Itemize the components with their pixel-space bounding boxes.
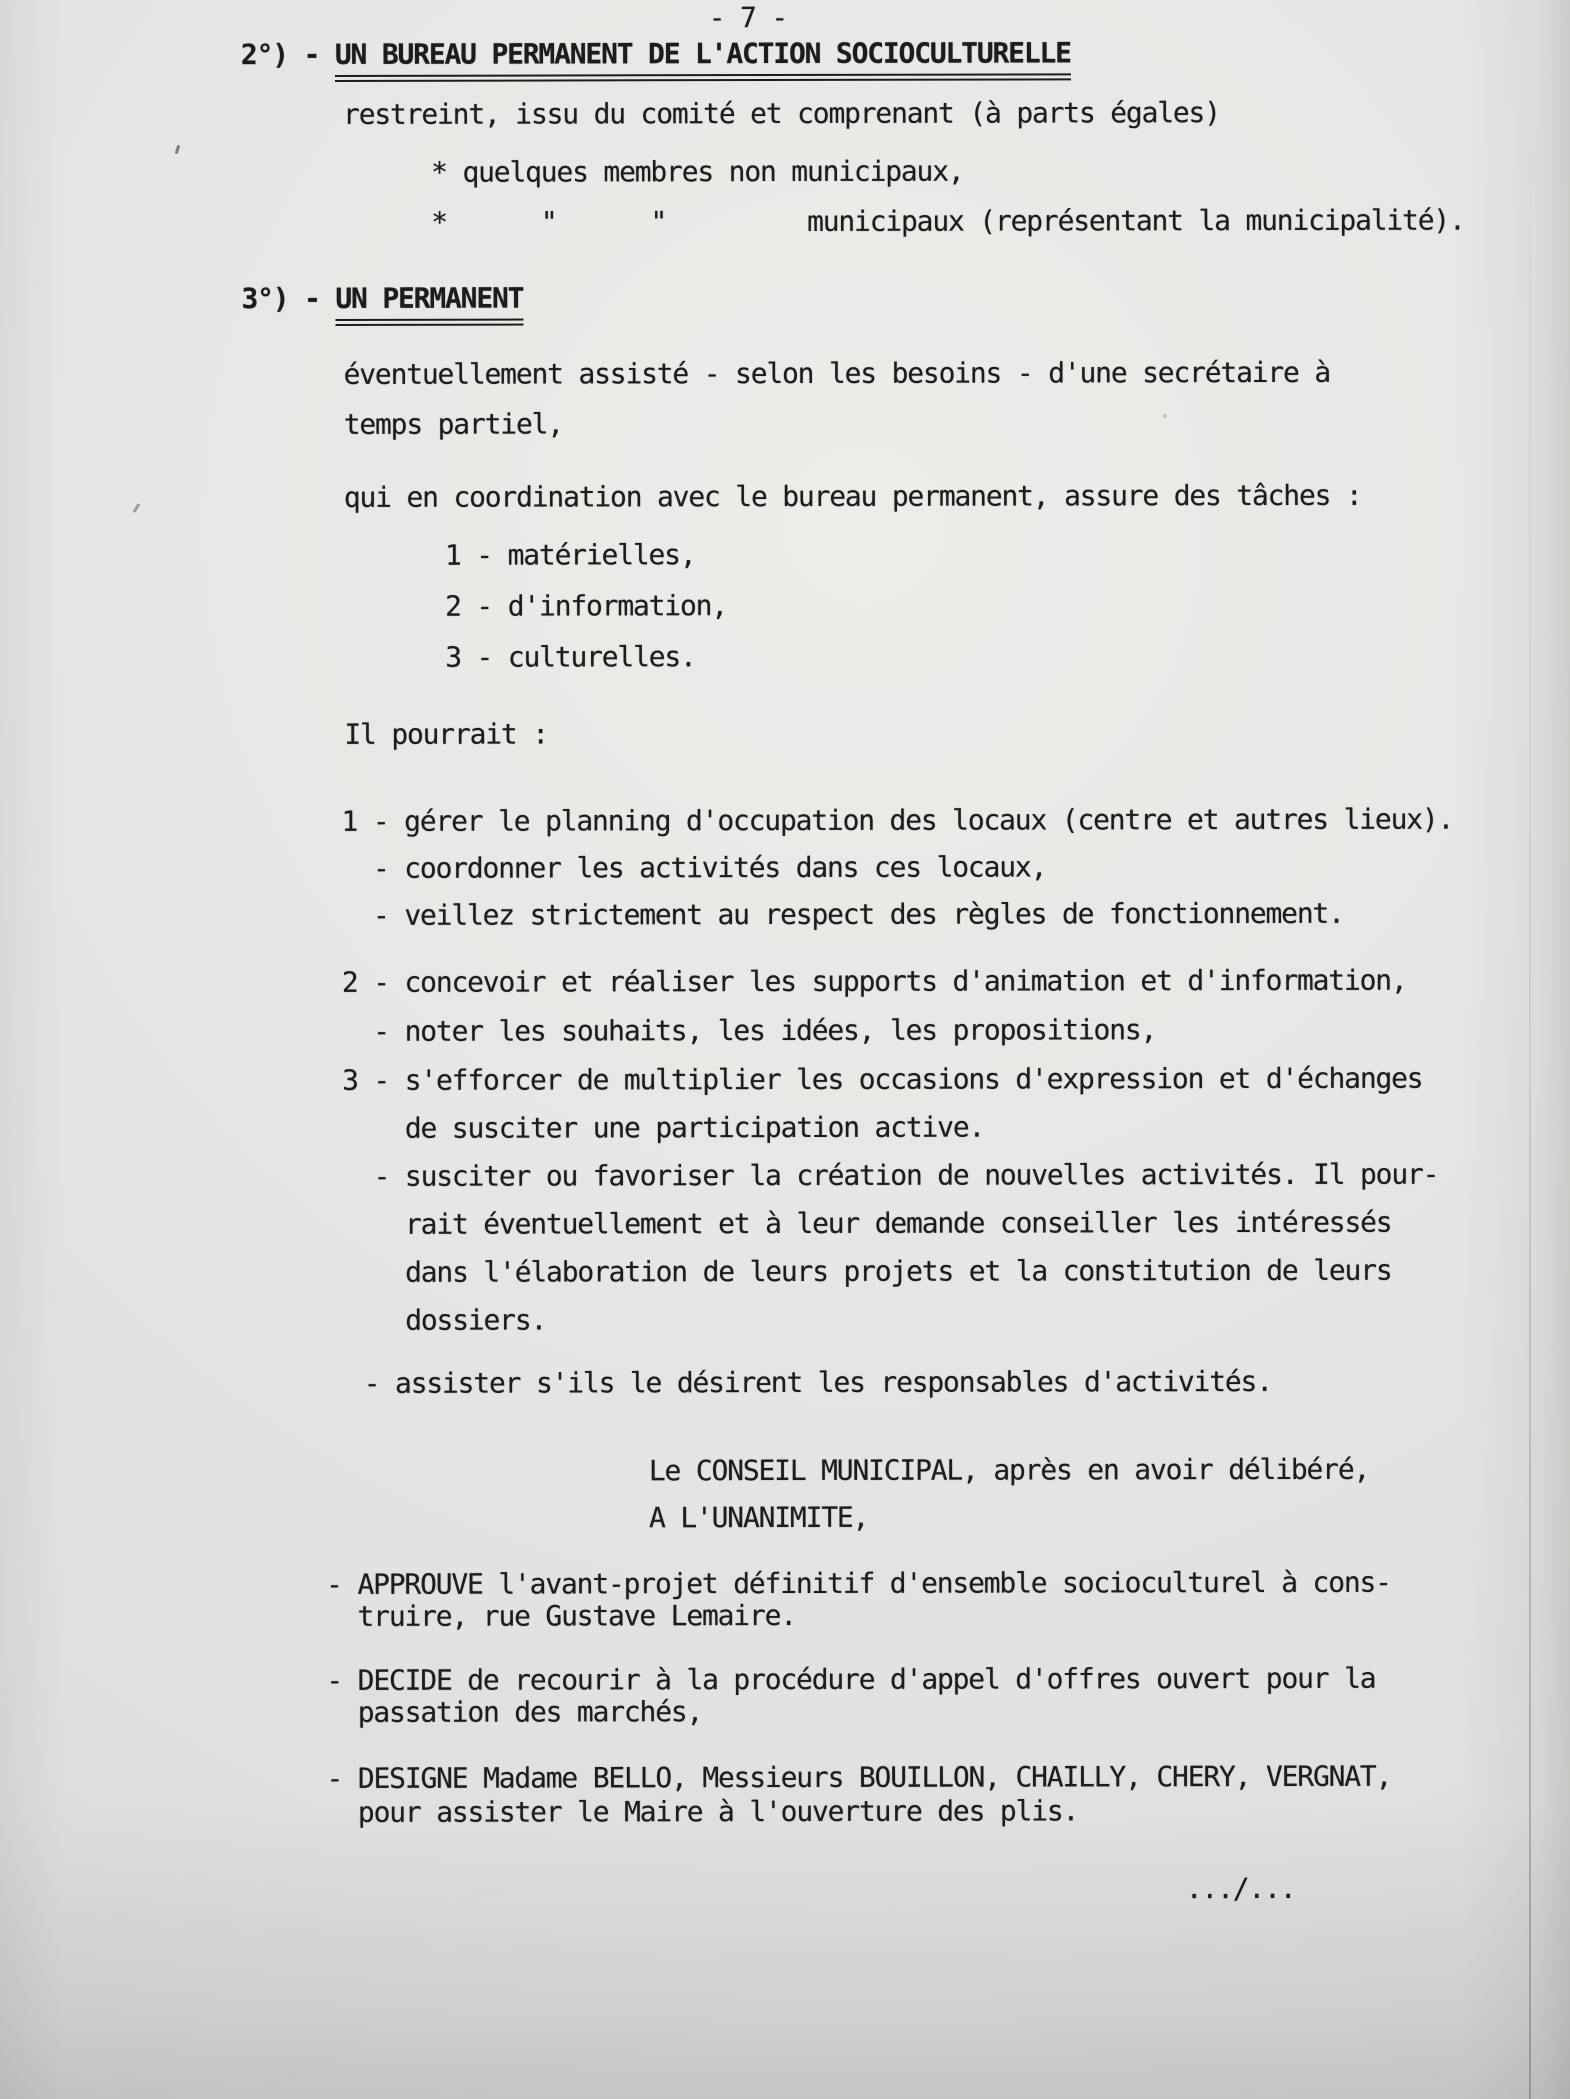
section-2-intro: restreint, issu du comité et comprenant (à parts égales) [343, 96, 1220, 131]
section-2-title: UN BUREAU PERMANENT DE L'ACTION SOCIOCULTURELLE [335, 37, 1071, 82]
resolution-approuve: - APPROUVE l'avant-projet définitif d'ensemble socioculturel à cons- truire, rue Gustave Lemaire. [326, 1565, 1391, 1633]
section-3-assistant-paragraph: éventuellement assisté - selon les besoins - d'une secrétaire à temps partiel, [343, 355, 1331, 441]
section-2-prefix: 2°) - [240, 37, 335, 72]
section-2-bullet-list: * quelques membres non municipaux, * " " municipaux (représentant la municipalité). [431, 154, 1465, 239]
resolution-decide: - DECIDE de recourir à la procédure d'appel d'offres ouvert pour la passation des marchés, [326, 1661, 1376, 1729]
section-3-coordination-paragraph: qui en coordination avec le bureau permanent, assure des tâches : [343, 478, 1362, 514]
duty-item-2: 2 - concevoir et réaliser les supports d'animation et d'information, - noter les souhaits, les idées, les propositions, [341, 963, 1407, 1048]
section-3-could-intro: Il pourrait : [344, 717, 548, 751]
duty-item-assist: - assister s'ils le désirent les responsables d'activités. [363, 1364, 1272, 1400]
section-3-title: UN PERMANENT [335, 283, 523, 326]
section-2-heading [241, 37, 1071, 82]
duty-item-3: 3 - s'efforcer de multiplier les occasions d'expression et d'échanges de susciter une participation active. - susciter ou favoriser la création de nouvelles activités. Il pour- rait éventuellement et à leur demande conseiller les intéressés dans l'élaboration de leurs projets et la constitution de leurs dossiers. [342, 1061, 1439, 1337]
deliberation-statement: Le CONSEIL MUNICIPAL, après en avoir délibéré, A L'UNANIMITE, [648, 1452, 1370, 1535]
section-3-prefix: 3°) - [241, 281, 336, 316]
resolution-designe: - DESIGNE Madame BELLO, Messieurs BOUILLON, CHAILLY, CHERY, VERGNAT, pour assister le Maire à l'ouverture des plis. [326, 1759, 1392, 1829]
page-number: - 7 - [708, 0, 788, 35]
paper-speck [1163, 414, 1167, 418]
section-3-task-types-list: 1 - matérielles, 2 - d'information, 3 - culturelles. [444, 538, 727, 674]
continuation-mark: .../... [1185, 1871, 1296, 1906]
duty-item-1: 1 - gérer le planning d'occupation des locaux (centre et autres lieux). - coordonner les activités dans ces locaux, - veillez strictement au respect des règles de fonctionnement. [341, 802, 1454, 932]
paper-right-edge [1529, 0, 1531, 2099]
section-3-heading [241, 283, 523, 327]
